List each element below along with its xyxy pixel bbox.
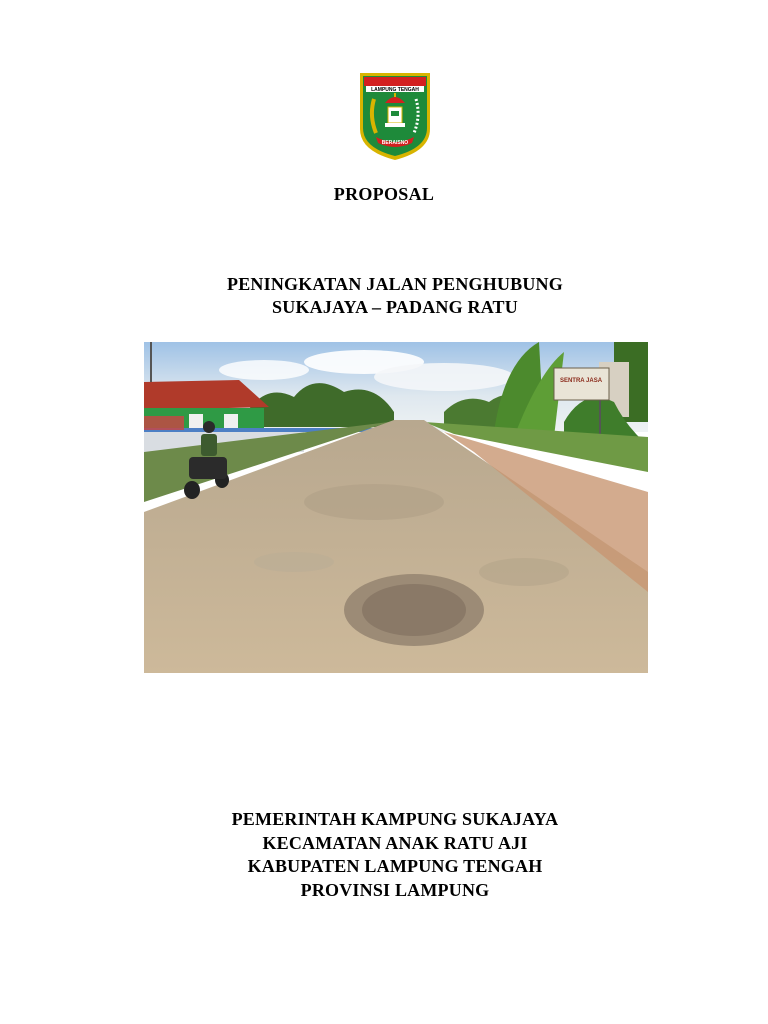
authority-line-3: KABUPATEN LAMPUNG TENGAH	[247, 856, 543, 876]
authority-line-1: PEMERINTAH KAMPUNG SUKAJAYA	[231, 809, 559, 829]
road-photo	[144, 342, 648, 673]
project-title-line-2: SUKAJAYA – PADANG RATU	[272, 297, 518, 317]
authority-line-2: KECAMATAN ANAK RATU AJI	[262, 832, 528, 853]
sign-text: SENTRA JASA	[559, 378, 603, 384]
authority-line-4: PROVINSI LAMPUNG	[300, 879, 490, 900]
project-title-line-1: PENINGKATAN JALAN PENGHUBUNG	[227, 274, 563, 294]
emblem-bottom-text: BERAISNO	[381, 140, 409, 146]
document-title: PROPOSAL	[333, 184, 435, 204]
issuing-authority	[0, 808, 768, 902]
lampung-tengah-emblem	[358, 71, 432, 162]
emblem-top-text: LAMPUNG TENGAH	[371, 87, 419, 93]
project-title	[0, 273, 768, 319]
